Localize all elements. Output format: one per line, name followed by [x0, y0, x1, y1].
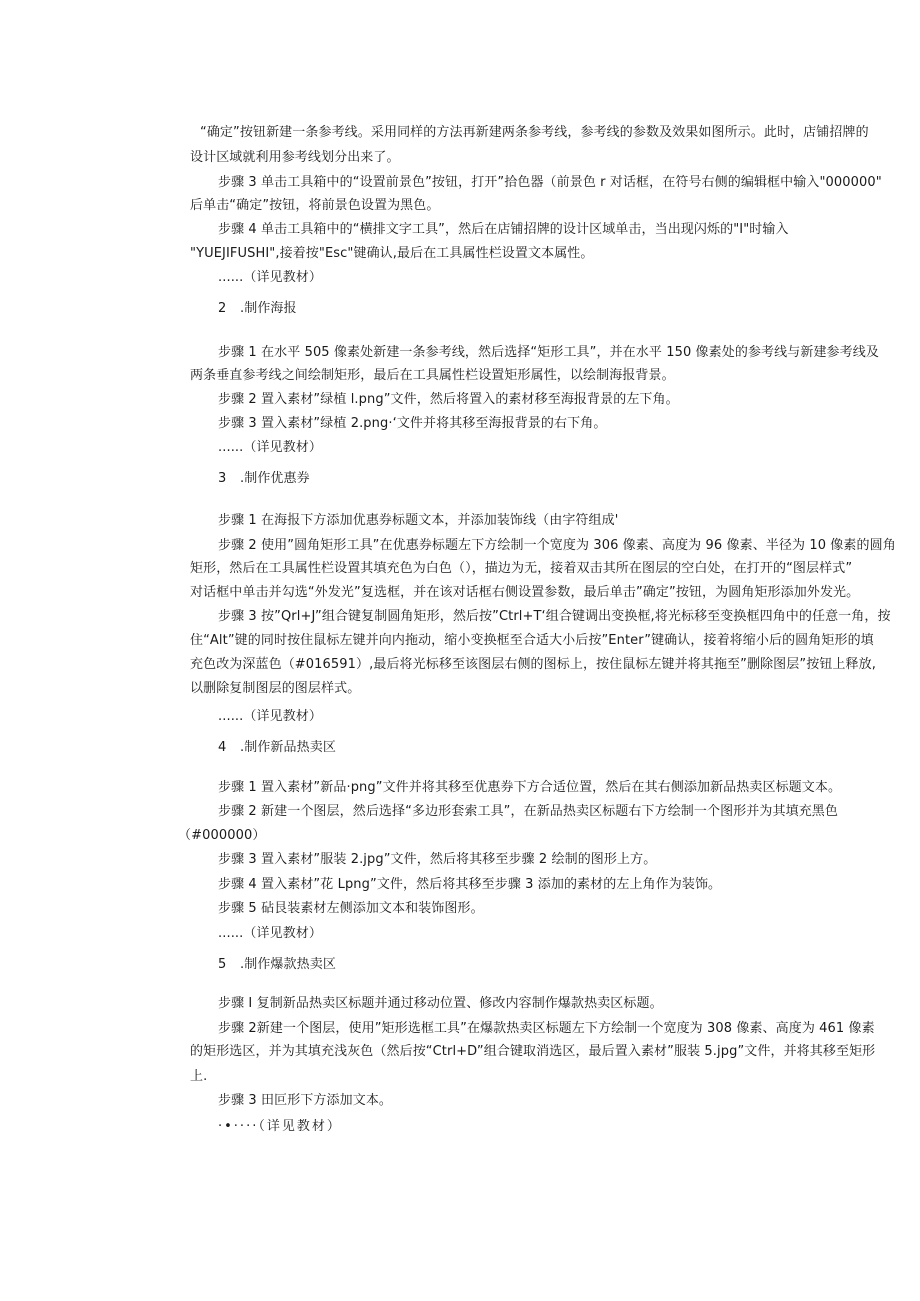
section-number: 2: [218, 301, 227, 316]
paragraph-line: 步骤 3 单击工具箱中的“设置前景色”按钮，打开”拾色器（前景色 r 对话框，在符号右侧的编辑框中输入"000000": [218, 175, 882, 190]
paragraph-line: 步骤 4 单击工具箱中的“横排文字工具”，然后在店铺招牌的设计区域单击，当出现闪烁的"I"时输入: [218, 222, 789, 237]
section-title: .制作新品热卖区: [240, 740, 336, 755]
see-textbook-note: ......（详见教材）: [218, 440, 322, 455]
paragraph-line: 住“Alt”键的同时按住鼠标左键并向内拖动，缩小变换框至合适大小后按”Enter”键确认，接着将缩小后的圆角矩形的填: [190, 633, 874, 648]
paragraph-line: 两条垂直参考线之间绘制矩形，最后在工具属性栏设置矩形属性，以绘制海报背景。: [190, 368, 675, 383]
paragraph-line: 步骤 1 置入素材”新品·png”文件并将其移至优惠券下方合适位置，然后在其右侧添加新品热卖区标题文本。: [218, 780, 842, 795]
section-heading-coupon: [218, 470, 310, 488]
paragraph-line: "YUEJIFUSHI",接着按"Esc"键确认,最后在工具属性栏设置文本属性。: [190, 246, 594, 261]
section-title: .制作优惠券: [240, 471, 310, 486]
section-title: .制作爆款热卖区: [240, 957, 336, 972]
paragraph-line: 设计区域就利用参考线划分出来了。: [190, 150, 400, 165]
section-number: 4: [218, 740, 227, 755]
paragraph-line: （#000000）: [178, 828, 266, 843]
paragraph-line: 步骤 2新建一个图层，使用”矩形选框工具”在爆款热卖区标题左下方绘制一个宽度为 308 像素、高度为 461 像素: [218, 1021, 875, 1036]
section-heading-best-sellers: [218, 956, 336, 974]
paragraph-line: 步骤 3 置入素材”绿植 2.png·‘文件并将其移至海报背景的右下角。: [218, 416, 607, 431]
see-textbook-note: ......（详见教材）: [218, 926, 322, 941]
section-number: 5: [218, 957, 227, 972]
paragraph-line: 步骤 3 按”Qrl+J”组合键复制圆角矩形，然后按”Ctrl+T‘组合键调出变换框,将光标移至变换框四角中的任意一角，按: [218, 609, 891, 624]
paragraph-line: 步骤 2 新建一个图层，然后选择“多边形套索工具”，在新品热卖区标题右下方绘制一个图形并为其填充黑色: [218, 804, 839, 819]
paragraph-line: 步骤 2 置入素材”绿植 l.png”文件，然后将置入的素材移至海报背景的左下角。: [218, 392, 679, 407]
see-textbook-note: ·•····（详见教材）: [218, 1119, 342, 1134]
section-heading-poster: [218, 300, 297, 318]
section-number: 3: [218, 471, 227, 486]
paragraph-line: 步骤 I 复制新品热卖区标题并通过移动位置、修改内容制作爆款热卖区标题。: [218, 996, 663, 1011]
paragraph-line: 步骤 4 置入素材”花 Lpng”文件，然后将其移至步骤 3 添加的素材的左上角作为装饰。: [218, 877, 722, 892]
paragraph-line: 步骤 1 在海报下方添加优惠券标题文本，并添加装饰线（由字符组成': [218, 513, 619, 528]
paragraph-line: “确定”按钮新建一条参考线。采用同样的方法再新建两条参考线，参考线的参数及效果如图所示。此时，店铺招牌的: [200, 125, 869, 140]
paragraph-line: 步骤 3 田叵形下方添加文本。: [218, 1093, 393, 1108]
see-textbook-note: ......（详见教材）: [218, 709, 322, 724]
paragraph-line: 上.: [190, 1069, 208, 1084]
section-heading-new-arrivals: [218, 739, 336, 757]
paragraph-line: 对话框中单击并勾选“外发光”复选框，并在该对话框右侧设置参数，最后单击”确定”按钮，为圆角矩形添加外发光。: [190, 585, 860, 600]
paragraph-line: 步骤 5 砧艮装素材左侧添加文本和装饰图形。: [218, 901, 484, 916]
paragraph-line: 以删除复制图层的图层样式。: [190, 681, 361, 696]
paragraph-line: 的矩形选区，并为其填充浅灰色（然后按“Ctrl+D”组合键取消选区，最后置入素材”服装 5.jpg”文件，并将其移至矩形: [190, 1044, 876, 1059]
paragraph-line: 步骤 3 置入素材”服装 2.jpg”文件，然后将其移至步骤 2 绘制的图形上方。: [218, 852, 657, 867]
section-title: .制作海报: [240, 301, 297, 316]
paragraph-line: 步骤 1 在水平 505 像素处新建一条参考线，然后选择“矩形工具”，并在水平 150 像素处的参考线与新建参考线及: [218, 345, 879, 360]
paragraph-line: 充色改为深蓝色（#016591）,最后将光标移至该图层右侧的图标上，按住鼠标左键并将其拖至”删除图层”按钮上释放,: [190, 657, 876, 672]
paragraph-line: 步骤 2 使用”圆角矩形工具”在优惠券标题左下方绘制一个宽度为 306 像素、高度为 96 像素、半径为 10 像素的圆角: [218, 538, 896, 553]
see-textbook-note: ......（详见教材）: [218, 270, 322, 285]
paragraph-line: 矩形，然后在工具属性栏设置其填充色为白色（），描边为无，接着双击其所在图层的空白处，在打开的“图层样式”: [190, 561, 853, 576]
paragraph-line: 后单击“确定”按钮，将前景色设置为黑色。: [190, 198, 440, 213]
